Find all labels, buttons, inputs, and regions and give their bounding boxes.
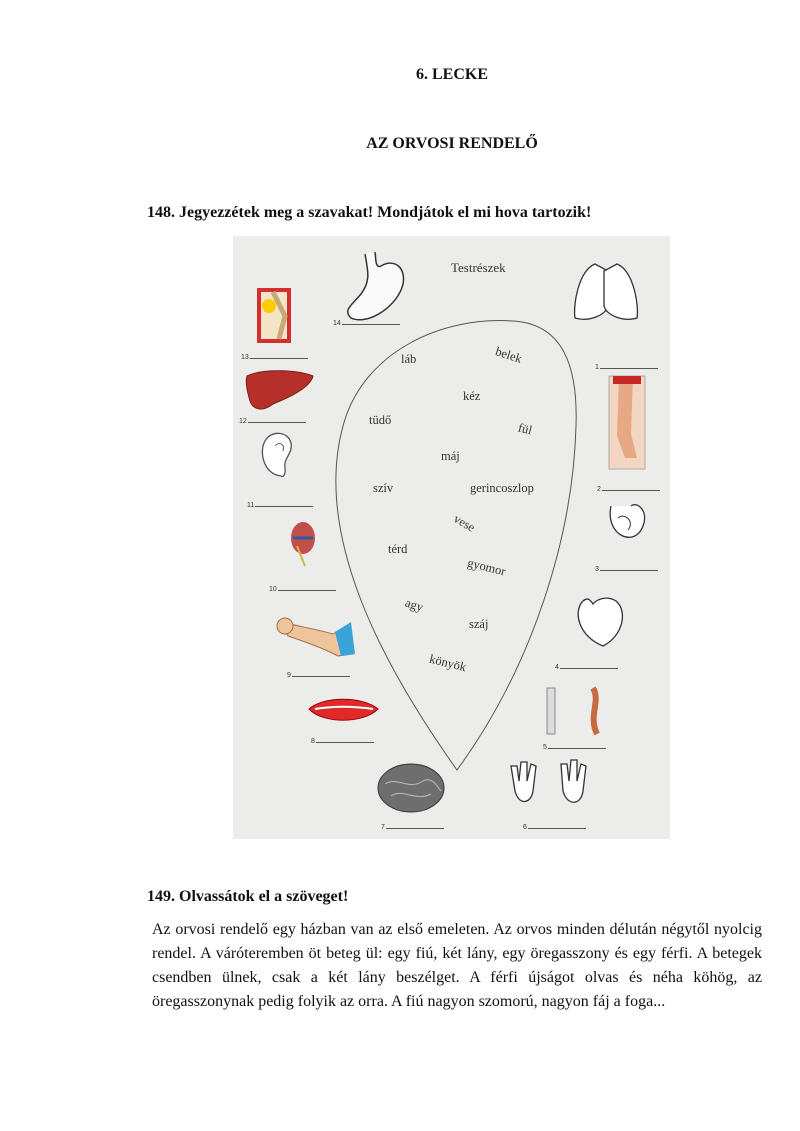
- word-terd: térd: [388, 542, 408, 556]
- word-gerincoszlop: gerincoszlop: [470, 481, 534, 495]
- stomach-icon: [348, 252, 404, 320]
- blank-10: 10: [269, 584, 336, 593]
- reading-paragraph: Az orvosi rendelő egy házban van az első emeleten. Az orvos minden délután négytől nyolcig rendel. A váróteremben öt beteg ül: egy fiú, két lány, egy öregasszony és egy férfi. A betegek csendben ülnek, csak a két lány beszélget. A férfi újságot olvas és néha köhög, az öregasszonynak pedig folyik az orra. A fiú nagyon szomorú, nagyon fáj a foga...: [152, 921, 762, 1010]
- liver-icon: [246, 371, 313, 409]
- task-148-heading: 148. Jegyezzétek meg a szavakat! Mondjátok el mi hova tartozik!: [147, 204, 592, 221]
- intestines-icon: [610, 505, 644, 538]
- blank-1: 1: [595, 362, 658, 371]
- blank-7: 7: [381, 822, 444, 831]
- task-149-heading: 149. Olvassátok el a szöveget!: [147, 888, 349, 905]
- blank-4: 4: [555, 662, 618, 671]
- worksheet-title: Testrészek: [451, 260, 506, 275]
- heart-icon: [578, 598, 622, 646]
- lungs-icon: [575, 264, 638, 319]
- leg-icon: [609, 376, 645, 469]
- word-szaj: száj: [469, 617, 489, 631]
- word-sziv: szív: [373, 481, 394, 495]
- word-vese: vese: [451, 511, 478, 535]
- blank-13: 13: [241, 352, 308, 361]
- word-lab: láb: [401, 352, 417, 366]
- lesson-label: 6. LECKE: [415, 66, 488, 83]
- word-gyomor: gyomor: [466, 555, 508, 579]
- blank-9: 9: [287, 670, 350, 679]
- word-maj: máj: [441, 449, 460, 463]
- word-tudo: tüdő: [369, 413, 392, 427]
- arm-icon: [277, 618, 355, 656]
- lesson-title: AZ ORVOSI RENDELŐ: [366, 135, 538, 152]
- blank-12: 12: [239, 416, 306, 425]
- blank-6: 6: [523, 822, 586, 831]
- spine-icon: [547, 688, 597, 734]
- ear-icon: [262, 433, 291, 476]
- lips-icon: [309, 699, 378, 720]
- blank-11: 11: [247, 500, 313, 509]
- knee-icon: [257, 288, 291, 343]
- word-agy: agy: [403, 595, 425, 615]
- word-kez: kéz: [463, 389, 481, 403]
- teardrop-outline: [336, 321, 576, 770]
- word-ful: fül: [516, 420, 534, 438]
- blank-2: 2: [597, 484, 660, 493]
- brain-icon: [378, 764, 444, 812]
- blank-14: 14: [333, 318, 400, 327]
- blank-8: 8: [311, 736, 374, 745]
- blank-5: 5: [543, 742, 606, 751]
- kidney-icon: [291, 522, 315, 566]
- word-belek: belek: [493, 344, 524, 366]
- hands-icon: [511, 760, 586, 802]
- word-konyok: könyök: [427, 651, 468, 675]
- body-parts-worksheet: [233, 236, 670, 839]
- blank-3: 3: [595, 564, 658, 573]
